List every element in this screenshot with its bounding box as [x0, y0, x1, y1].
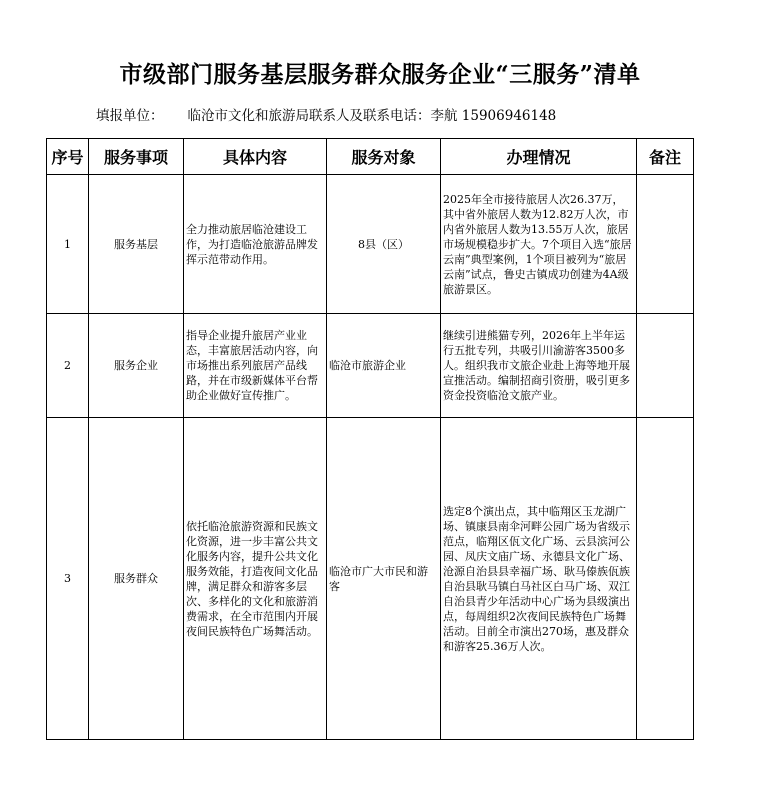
- cell-target: 临沧市广大市民和游客: [327, 418, 441, 740]
- reporter-info: [96, 104, 556, 124]
- cell-status: 选定8个演出点，其中临翔区玉龙湖广场、镇康县南伞河畔公园广场为省级示范点，临翔区佤文化广场、云县滨河公园、凤庆文庙广场、永德县文化广场、沧源自治县县幸福广场、耿马傣族佤族自治县耿马镇白马社区白马广场、双江自治县青少年活动中心广场为县级演出点，每周组织2次夜间民族特色广场舞活动。目前全市演出270场，惠及群众和游客25.36万人次。: [441, 418, 637, 740]
- cell-remark: [637, 314, 694, 418]
- cell-remark: [637, 175, 694, 314]
- reporting-unit-label: 填报单位：: [96, 108, 164, 124]
- page-title: 市级部门服务基层服务群众服务企业“三服务”清单: [119, 61, 641, 88]
- cell-content: 依托临沧旅游资源和民族文化资源，进一步丰富公共文化服务内容，提升公共文化服务效能，打造夜间文化品牌，满足群众和游客多层次、多样化的文化和旅游消费需求，在全市范围内开展夜间民族特色广场舞活动。: [184, 418, 327, 740]
- cell-item: 服务群众: [89, 418, 184, 740]
- reporting-unit-value: 临沧市文化和旅游局联系人及联系电话：李航 15906946148: [187, 108, 557, 124]
- service-list-table: [46, 138, 694, 740]
- cell-no: 1: [47, 175, 89, 314]
- cell-status: 继续引进熊猫专列，2026年上半年运行五批专列，共吸引川渝游客3500多人。组织我市文旅企业赴上海等地开展宣推活动。编制招商引资册，吸引更多资金投资临沧文旅产业。: [441, 314, 637, 418]
- header-target: 服务对象: [327, 139, 441, 175]
- cell-content: 全力推动旅居临沧建设工作，为打造临沧旅游品牌发挥示范带动作用。: [184, 175, 327, 314]
- cell-no: 3: [47, 418, 89, 740]
- cell-content: 指导企业提升旅居产业业态，丰富旅居活动内容，向市场推出系列旅居产品线路，并在市级新媒体平台帮助企业做好宣传推广。: [184, 314, 327, 418]
- table-row: [47, 418, 694, 740]
- cell-no: 2: [47, 314, 89, 418]
- header-content: 具体内容: [184, 139, 327, 175]
- table-row: [47, 314, 694, 418]
- header-status: 办理情况: [441, 139, 637, 175]
- header-remark: 备注: [637, 139, 694, 175]
- table-row: [47, 175, 694, 314]
- cell-target: 临沧市旅游企业: [327, 314, 441, 418]
- cell-remark: [637, 418, 694, 740]
- header-item: 服务事项: [89, 139, 184, 175]
- header-no: 序号: [47, 139, 89, 175]
- cell-target: 8县（区）: [327, 175, 441, 314]
- cell-item: 服务企业: [89, 314, 184, 418]
- cell-item: 服务基层: [89, 175, 184, 314]
- cell-status: 2025年全市接待旅居人次26.37万，其中省外旅居人数为12.82万人次，市内省外旅居人数为13.55万人次，旅居市场规模稳步扩大。7个项目入选“旅居云南”典型案例，1个项目被列为“旅居云南”试点，鲁史古镇成功创建为4A级旅游景区。: [441, 175, 637, 314]
- table-header-row: [47, 139, 694, 175]
